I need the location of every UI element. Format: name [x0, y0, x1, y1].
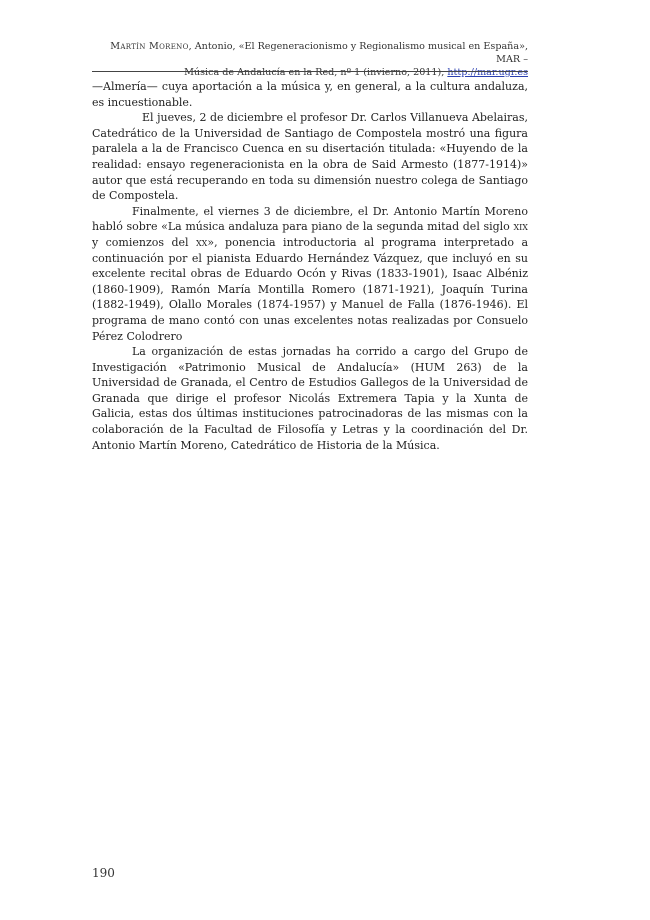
header-citation-part-1: , Antonio, «El Regeneracionismo y Regionalismo musical en España», MAR – — [188, 41, 528, 65]
paragraph-3-part-a: Finalmente, el viernes 3 de diciembre, el Dr. Antonio Martín Moreno habló sobre «La música andaluza para piano de la segunda mitad del siglo — [92, 204, 528, 234]
century-xix: xix — [513, 220, 528, 234]
paragraph-4: La organización de estas jornadas ha corrido a cargo del Grupo de Investigación «Patrimonio Musical de Andalucía» (HUM 263) de la Universidad de Granada, el Centro de Estudios Gallegos de la Universidad de Granada que dirige el profesor Nicolás Extremera Tapia y la Xunta de Galicia, estas dos últimas instituciones patrocinadoras de las mismas con la colaboración de la Facultad de Filosofía y Letras y la coordinación del Dr. Antonio Martín Moreno, Catedrático de Historia de la Música. — [92, 345, 528, 452]
running-header — [92, 40, 528, 79]
paragraph-2: El jueves, 2 de diciembre el profesor Dr. Carlos Villanueva Abelairas, Catedrático de la Universidad de Santiago de Compostela mostró una figura paralela a la de Francisco Cuenca en su disertación titulada: «Huyendo de la realidad: ensayo regeneracionista en la obra de Said Armesto (1877-1914)» autor que está recuperando en toda su dimensión nuestro colega de Santiago de Compostela. — [92, 111, 528, 203]
paragraph-3-part-c: », ponencia introductoria al programa interpretado a continuación por el pianista Eduardo Hernández Vázquez, que incluyó en su excelente recital obras de Eduardo Ocón y Rivas (1833-1901), Isaac Albéniz (1860-1909), Ramón María Montilla Romero (1871-1921), Joaquín Turina (1882-1949), Olallo Morales (1874-1957) y Manuel de Falla (1876-1946). El programa de mano contó con unas excelentes notas realizadas por Consuelo Pérez Colodrero — [92, 235, 528, 343]
header-citation-part-2: Música de Andalucía en la Red, nº 1 (invierno, 2011), — [184, 67, 448, 78]
page-number: 190 — [92, 866, 115, 880]
paragraph-3-part-b: y comienzos del — [92, 235, 196, 249]
header-line-2 — [92, 66, 528, 79]
header-line-1 — [92, 40, 528, 66]
header-rule — [92, 71, 528, 72]
century-xx: xx — [195, 235, 208, 249]
paragraph-1: —Almería— cuya aportación a la música y, en general, a la cultura andaluza, es incuestionable. — [92, 80, 528, 109]
header-author: Martín Moreno — [110, 41, 189, 52]
body-text — [92, 79, 528, 453]
paragraph-3 — [92, 204, 528, 344]
header-link[interactable]: http://mar.ugr.es — [447, 67, 528, 78]
